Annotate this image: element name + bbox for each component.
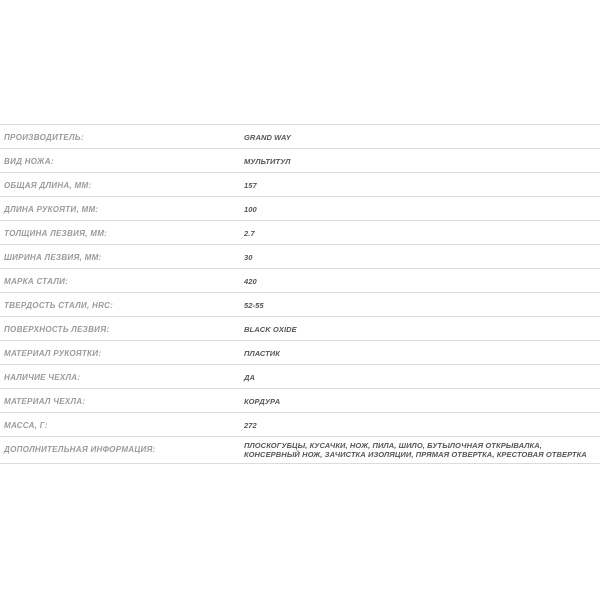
spec-label: МАТЕРИАЛ РУКОЯТКИ:	[4, 349, 102, 358]
spec-label: ПОВЕРХНОСТЬ ЛЕЗВИЯ:	[4, 325, 110, 334]
spec-value: 2.7	[244, 229, 255, 238]
spec-label: НАЛИЧИЕ ЧЕХЛА:	[4, 373, 81, 382]
spec-label: ДОПОЛНИТЕЛЬНАЯ ИНФОРМАЦИЯ:	[4, 445, 156, 454]
spec-value: 52-55	[244, 301, 264, 310]
spec-value: 272	[244, 421, 257, 430]
spec-label: МАССА, Г:	[4, 421, 48, 430]
spec-row-sheath-included	[0, 365, 600, 389]
spec-row-weight	[0, 413, 600, 437]
spec-label: ВИД НОЖА:	[4, 157, 54, 166]
spec-value: 157	[244, 181, 257, 190]
spec-row-steel-grade	[0, 269, 600, 293]
spec-label: МАРКА СТАЛИ:	[4, 277, 69, 286]
spec-label: ДЛИНА РУКОЯТИ, ММ:	[4, 205, 99, 214]
spec-value: КОРДУРА	[244, 397, 281, 406]
spec-value: GRAND WAY	[244, 133, 292, 142]
spec-row-additional-info	[0, 437, 600, 464]
spec-value: 100	[244, 205, 257, 214]
spec-value: 30	[244, 253, 253, 262]
spec-row-blade-width	[0, 245, 600, 269]
spec-label: МАТЕРИАЛ ЧЕХЛА:	[4, 397, 86, 406]
spec-row-overall-length	[0, 173, 600, 197]
spec-label: ОБЩАЯ ДЛИНА, ММ:	[4, 181, 92, 190]
spec-value: МУЛЬТИТУЛ	[244, 157, 291, 166]
spec-label: ТОЛЩИНА ЛЕЗВИЯ, ММ:	[4, 229, 108, 238]
spec-label: ТВЕРДОСТЬ СТАЛИ, HRC:	[4, 301, 114, 310]
spec-row-handle-length	[0, 197, 600, 221]
spec-row-handle-material	[0, 341, 600, 365]
spec-value: 420	[244, 277, 257, 286]
spec-label: ПРОИЗВОДИТЕЛЬ:	[4, 133, 84, 142]
spec-row-steel-hardness	[0, 293, 600, 317]
spec-value: ПЛОСКОГУБЦЫ, КУСАЧКИ, НОЖ, ПИЛА, ШИЛО, БУТЫЛОЧНАЯ ОТКРЫВАЛКА, КОНСЕРВНЫЙ НОЖ, ЗАЧИСТКА ИЗОЛЯЦИИ, ПРЯМАЯ ОТВЕРТКА, КРЕСТОВАЯ ОТВЕРТКА	[244, 441, 587, 459]
spec-value: BLACK OXIDE	[244, 325, 297, 334]
spec-row-knife-type	[0, 149, 600, 173]
spec-row-sheath-material	[0, 389, 600, 413]
spec-value: ПЛАСТИК	[244, 349, 281, 358]
spec-row-manufacturer	[0, 125, 600, 149]
spec-row-blade-thickness	[0, 221, 600, 245]
spec-value: ДА	[244, 373, 256, 382]
specifications-table	[0, 124, 600, 464]
spec-label: ШИРИНА ЛЕЗВИЯ, ММ:	[4, 253, 102, 262]
spec-row-blade-surface	[0, 317, 600, 341]
